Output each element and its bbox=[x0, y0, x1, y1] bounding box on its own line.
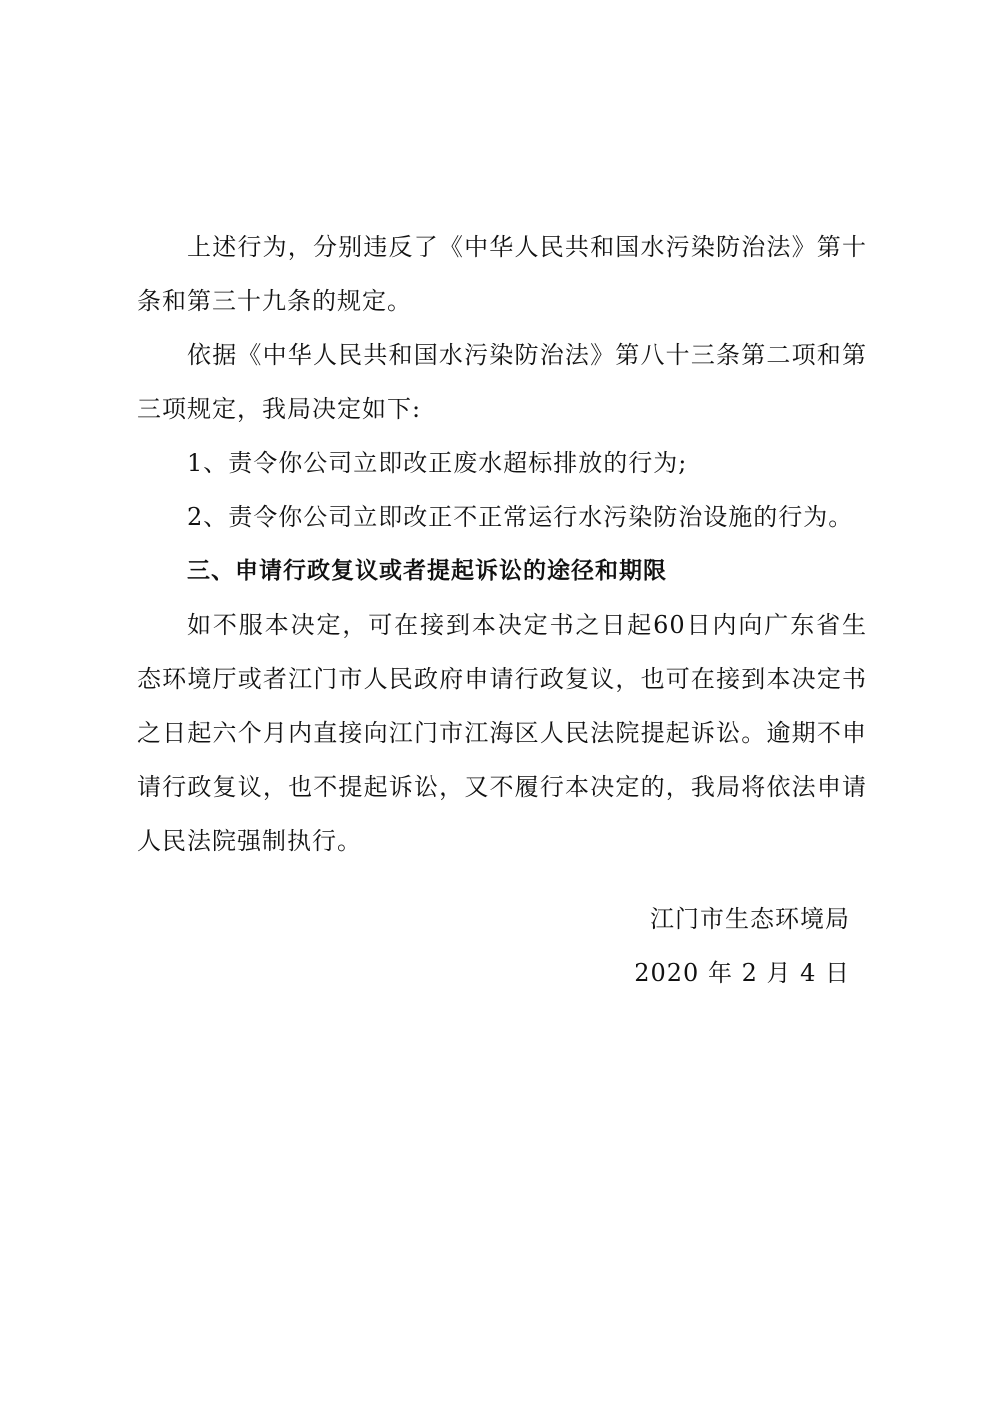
issue-date: 2020 年 2 月 4 日 bbox=[634, 959, 850, 987]
order-item-2: 2、责令你公司立即改正不正常运行水污染防治设施的行为。 bbox=[187, 503, 854, 531]
issuer-name: 江门市生态环境局 bbox=[650, 905, 850, 933]
document-body bbox=[137, 220, 867, 868]
legal-basis-paragraph: 依据《中华人民共和国水污染防治法》第八十三条第二项和第三项规定，我局决定如下: bbox=[137, 341, 867, 423]
order-item-1: 1、责令你公司立即改正废水超标排放的行为; bbox=[187, 449, 688, 477]
appeal-paragraph: 如不服本决定，可在接到本决定书之日起60日内向广东省生态环境厅或者江门市人民政府申请行政复议，也可在接到本决定书之日起六个月内直接向江门市江海区人民法院提起诉讼。逾期不申请行政复议，也不提起诉讼，又不履行本决定的，我局将依法申请人民法院强制执行。 bbox=[137, 611, 867, 855]
violation-paragraph: 上述行为，分别违反了《中华人民共和国水污染防治法》第十条和第三十九条的规定。 bbox=[137, 233, 867, 315]
signature-block bbox=[634, 892, 850, 1000]
section-heading: 三、申请行政复议或者提起诉讼的途径和期限 bbox=[187, 558, 667, 584]
